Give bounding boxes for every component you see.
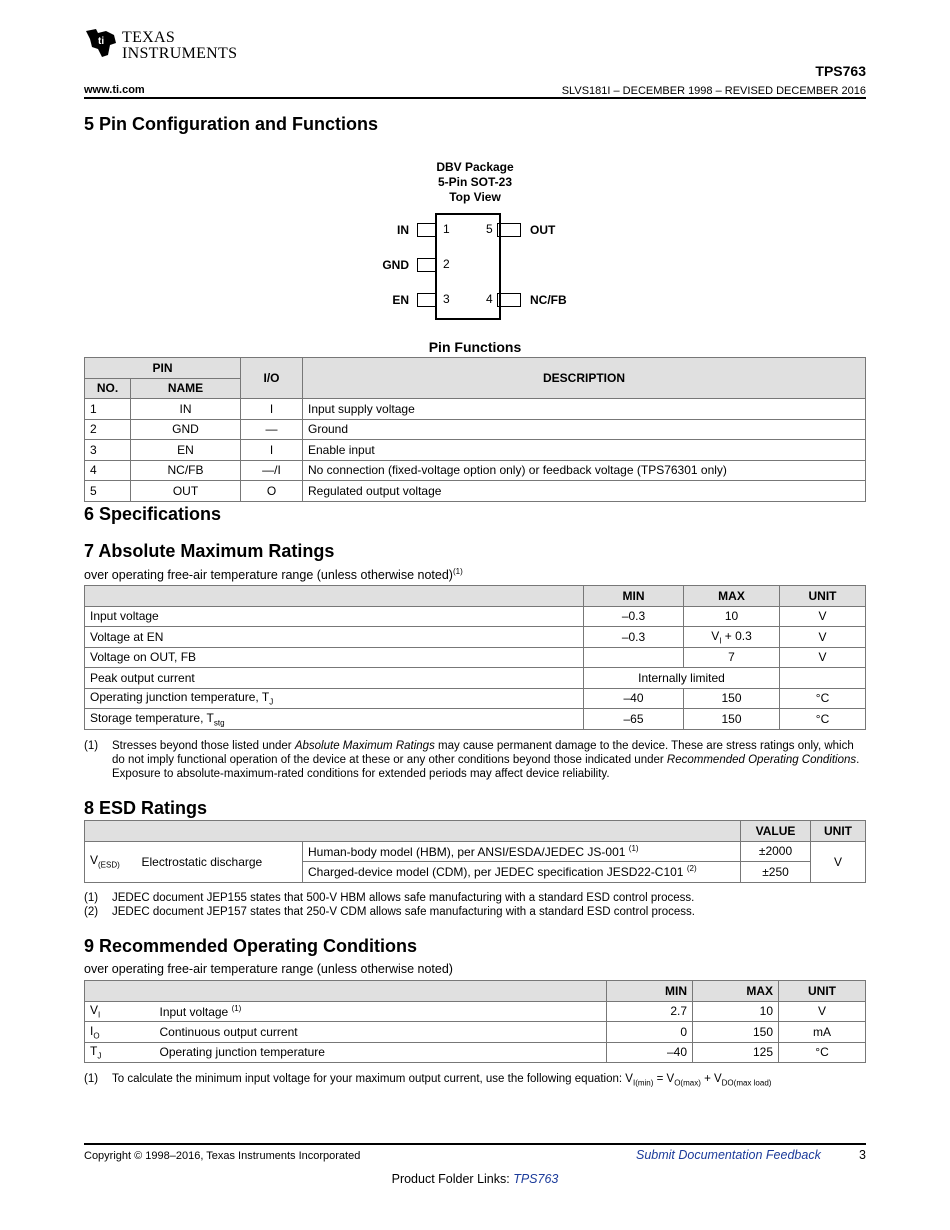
pin-description: Regulated output voltage — [303, 481, 866, 502]
table-row — [85, 668, 866, 689]
param-text: Input voltage — [159, 1004, 229, 1019]
section-9-subtitle: over operating free-air temperature range (unless otherwise noted) — [84, 962, 453, 976]
pin-number-2: 2 — [443, 257, 450, 271]
svg-text:ti: ti — [98, 36, 105, 47]
esd-footnote-2 — [84, 905, 866, 919]
header-max: MAX — [684, 586, 780, 607]
footnote-number: (1) — [84, 892, 99, 904]
param — [155, 1001, 607, 1022]
footnote-number: (1) — [84, 740, 99, 752]
fn-part: . Exposure to absolute-maximum-rated conditions for extended periods may affect device reliability. — [112, 754, 860, 780]
table-row — [85, 399, 866, 420]
rec-op-footnote — [84, 1072, 866, 1090]
param: Continuous output current — [155, 1022, 607, 1043]
pin-label-out: OUT — [530, 223, 556, 237]
pin-name: OUT — [131, 481, 241, 502]
fn-part: = V — [653, 1073, 675, 1085]
pfl-label: Product Folder Links: — [391, 1172, 514, 1186]
sym: V — [90, 1003, 99, 1018]
footnote-ref: (1) — [628, 843, 639, 853]
pin-number-5: 5 — [486, 222, 493, 236]
fn-sub: I(min) — [632, 1078, 654, 1088]
pin-label-ncfb: NC/FB — [530, 293, 567, 307]
param: Operating junction temperature — [155, 1042, 607, 1063]
param: Peak output current — [85, 668, 584, 689]
fn-italic: Recommended Operating Conditions — [666, 754, 857, 766]
pin-5-pad — [497, 223, 521, 237]
min-value: –40 — [584, 688, 684, 709]
unit: V — [779, 1001, 866, 1022]
pin-functions-table — [84, 357, 866, 502]
footnote-text — [112, 739, 866, 781]
copyright: Copyright © 1998–2016, Texas Instruments Incorporated — [84, 1150, 361, 1162]
logo-text-instruments: INSTRUMENTS — [122, 45, 238, 62]
esd-model — [303, 841, 741, 862]
pin-no: 2 — [85, 419, 131, 440]
esd-symbol — [85, 841, 137, 882]
pin-description: Enable input — [303, 440, 866, 461]
table-row — [85, 1042, 866, 1063]
min-value: –65 — [584, 709, 684, 730]
header-description: DESCRIPTION — [303, 358, 866, 399]
sym: I — [90, 1023, 94, 1038]
table-row — [85, 1001, 866, 1022]
model-text: Human-body model (HBM), per ANSI/ESDA/JEDEC JS-001 — [308, 844, 626, 859]
pin-label-gnd: GND — [382, 258, 409, 272]
min-value: 2.7 — [607, 1001, 693, 1022]
pin-number-1: 1 — [443, 222, 450, 236]
section-9-title: 9 Recommended Operating Conditions — [84, 936, 418, 956]
min-value: –0.3 — [584, 606, 684, 627]
section-5-title: 5 Pin Configuration and Functions — [84, 114, 378, 134]
product-folder-links — [0, 1172, 950, 1186]
max-value: 7 — [684, 647, 780, 668]
pin-number-3: 3 — [443, 292, 450, 306]
footnote-number: (2) — [84, 906, 99, 918]
esd-value: ±2000 — [741, 841, 811, 862]
revision-line: SLVS181I – DECEMBER 1998 – REVISED DECEMBER 2016 — [561, 85, 866, 97]
pin-description: No connection (fixed-voltage option only) or feedback voltage (TPS76301 only) — [303, 460, 866, 481]
esd-table — [84, 820, 866, 883]
fn-part: To calculate the minimum input voltage for your maximum output current, use the following equation: V — [112, 1073, 633, 1085]
unit: V — [780, 647, 866, 668]
esd-unit: V — [811, 841, 866, 882]
min-value: 0 — [607, 1022, 693, 1043]
package-line2: 5-Pin SOT-23 — [437, 175, 513, 189]
esd-label: Electrostatic discharge — [137, 841, 303, 882]
table-row — [85, 460, 866, 481]
fn-part: + V — [700, 1073, 722, 1085]
header-unit: UNIT — [779, 981, 866, 1002]
pin-3-pad — [417, 293, 437, 307]
esd-footnote-1 — [84, 891, 866, 905]
abs-max-footnote — [84, 739, 866, 781]
esd-model — [303, 862, 741, 883]
min-value: –40 — [607, 1042, 693, 1063]
pin-name: NC/FB — [131, 460, 241, 481]
logo-text-texas: TEXAS — [122, 29, 176, 46]
section-8-title: 8 ESD Ratings — [84, 798, 208, 818]
header-min: MIN — [584, 586, 684, 607]
esd-value: ±250 — [741, 862, 811, 883]
pin-number-4: 4 — [486, 292, 493, 306]
pin-4-pad — [497, 293, 521, 307]
header-pin: PIN — [85, 358, 241, 379]
param-sub: stg — [213, 717, 225, 727]
pin-io: I — [241, 399, 303, 420]
pin-2-pad — [417, 258, 437, 272]
fn-part: Stresses beyond those listed under — [112, 740, 295, 752]
table-row — [85, 841, 866, 862]
footnote-text — [112, 1072, 866, 1090]
footer-rule — [84, 1143, 866, 1145]
sym: T — [90, 1044, 98, 1059]
max-value: 150 — [684, 688, 780, 709]
pin-label-in: IN — [397, 223, 409, 237]
pin-no: 5 — [85, 481, 131, 502]
unit — [780, 668, 866, 689]
unit: V — [780, 606, 866, 627]
website-link[interactable]: www.ti.com — [84, 84, 145, 96]
max-v: V — [711, 628, 720, 643]
pin-description: Ground — [303, 419, 866, 440]
abs-max-table — [84, 585, 866, 730]
table-row — [85, 709, 866, 730]
header-io: I/O — [241, 358, 303, 399]
footnote-ref: (2) — [686, 864, 697, 874]
header-max: MAX — [693, 981, 779, 1002]
table-row — [85, 606, 866, 627]
header-no: NO. — [85, 378, 131, 399]
sym-sub: J — [97, 1051, 102, 1061]
sym-sub: O — [93, 1030, 100, 1040]
header-rule — [84, 97, 866, 99]
pin-io: I — [241, 440, 303, 461]
unit: V — [780, 627, 866, 648]
symbol: V — [90, 853, 99, 868]
pin-no: 4 — [85, 460, 131, 481]
fn-italic: Absolute Maximum Ratings — [294, 740, 435, 752]
pin-description: Input supply voltage — [303, 399, 866, 420]
symbol-sub: (ESD) — [98, 860, 120, 870]
table-row — [85, 647, 866, 668]
table-row — [85, 688, 866, 709]
section-6-title: 6 Specifications — [84, 504, 222, 524]
min-value — [584, 647, 684, 668]
footnote-number: (1) — [84, 1073, 99, 1085]
max-value: 150 — [684, 709, 780, 730]
param: Input voltage — [85, 606, 584, 627]
param: Voltage at EN — [85, 627, 584, 648]
pin-functions-title: Pin Functions — [428, 339, 522, 355]
pin-io: —/I — [241, 460, 303, 481]
pin-no: 1 — [85, 399, 131, 420]
max-sub: I — [719, 635, 722, 645]
table-row — [85, 1022, 866, 1043]
fn-sub: DO(max load) — [721, 1078, 772, 1088]
rec-op-table — [84, 980, 866, 1063]
doc-number: TPS763 — [815, 63, 866, 79]
package-line1: DBV Package — [436, 160, 514, 174]
max-post: + 0.3 — [721, 628, 752, 643]
unit: °C — [780, 688, 866, 709]
header-min: MIN — [607, 981, 693, 1002]
page-number: 3 — [859, 1148, 866, 1162]
model-text: Charged-device model (CDM), per JEDEC specification JESD22-C101 — [308, 865, 684, 880]
pin-name: IN — [131, 399, 241, 420]
min-value: –0.3 — [584, 627, 684, 648]
table-row — [85, 440, 866, 461]
param — [85, 688, 584, 709]
pin-name: GND — [131, 419, 241, 440]
pin-label-en: EN — [392, 293, 409, 307]
max-value: 10 — [693, 1001, 779, 1022]
fn-sub: O(max) — [674, 1078, 701, 1088]
pin-io: O — [241, 481, 303, 502]
unit: °C — [779, 1042, 866, 1063]
footnote-ref: (1) — [231, 1003, 242, 1013]
ti-logo-icon — [84, 27, 118, 59]
package-caption — [350, 160, 600, 205]
unit: mA — [779, 1022, 866, 1043]
footnote-ref: (1) — [452, 567, 463, 576]
fn-part: may cause permanent damage to the device. These are stress ratings only, which do not imply functional operation of the device at these or any other conditions beyond those indicated under — [112, 740, 854, 766]
table-row — [85, 419, 866, 440]
footnote-text: JEDEC document JEP155 states that 500-V HBM allows safe manufacturing with a standard ESD control process. — [112, 892, 695, 904]
table-row — [85, 627, 866, 648]
package-line3: Top View — [449, 190, 501, 204]
section-7-title: 7 Absolute Maximum Ratings — [84, 541, 335, 561]
header-value: VALUE — [741, 821, 811, 842]
max-value: 150 — [693, 1022, 779, 1043]
sym-sub: I — [98, 1010, 101, 1020]
param-sub: J — [269, 697, 274, 707]
unit: °C — [780, 709, 866, 730]
header-unit: UNIT — [811, 821, 866, 842]
param-text: Storage temperature, T — [90, 710, 214, 725]
header-unit: UNIT — [780, 586, 866, 607]
header-name: NAME — [131, 378, 241, 399]
pin-io: — — [241, 419, 303, 440]
span-value: Internally limited — [584, 668, 780, 689]
symbol — [85, 1022, 155, 1043]
section-7-subtitle — [84, 567, 463, 582]
pin-1-pad — [417, 223, 437, 237]
max-value: 10 — [684, 606, 780, 627]
table-row — [85, 481, 866, 502]
max-value — [684, 627, 780, 648]
symbol — [85, 1042, 155, 1063]
submit-feedback-link[interactable]: Submit Documentation Feedback — [636, 1148, 821, 1162]
pin-no: 3 — [85, 440, 131, 461]
symbol — [85, 1001, 155, 1022]
footnote-text: JEDEC document JEP157 states that 250-V CDM allows safe manufacturing with a standard ESD control process. — [112, 906, 695, 918]
subtitle-text: over operating free-air temperature range (unless otherwise noted) — [84, 568, 453, 583]
pin-name: EN — [131, 440, 241, 461]
param: Voltage on OUT, FB — [85, 647, 584, 668]
pfl-link[interactable]: TPS763 — [513, 1172, 559, 1186]
param-text: Operating junction temperature, T — [90, 690, 270, 705]
param — [85, 709, 584, 730]
max-value: 125 — [693, 1042, 779, 1063]
